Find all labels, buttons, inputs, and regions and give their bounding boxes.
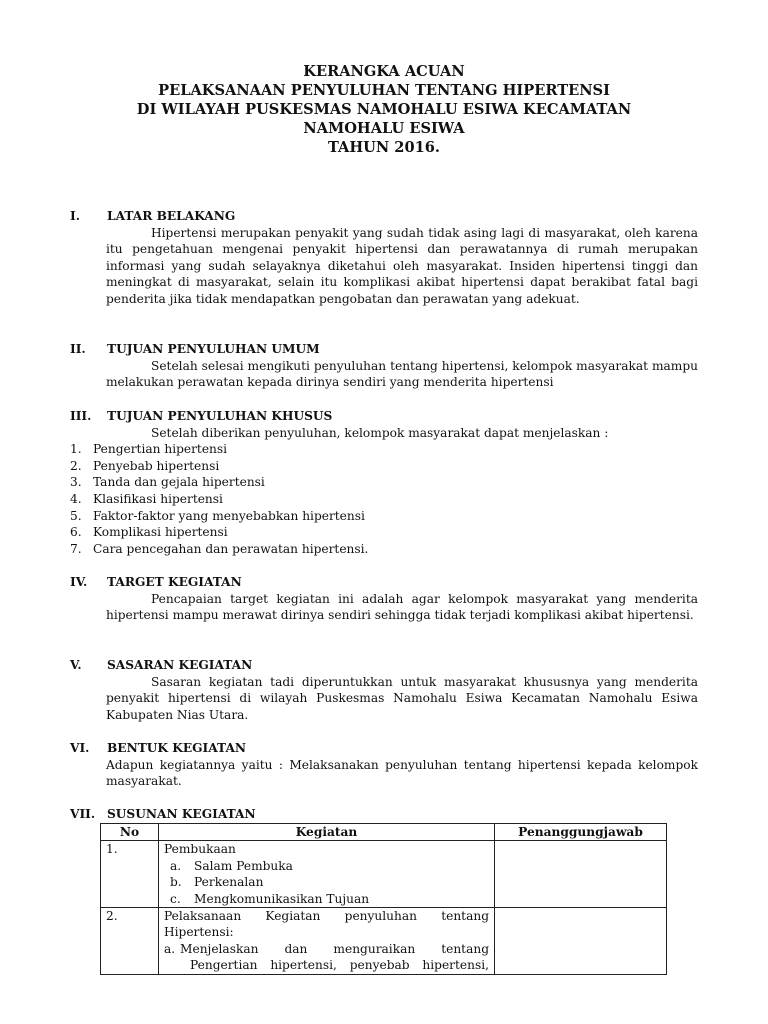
sub-text: Mengkomunikasikan Tujuan xyxy=(194,891,370,906)
list-text: Klasifikasi hipertensi xyxy=(93,491,223,506)
sub-item xyxy=(164,941,489,974)
section-heading xyxy=(70,806,698,823)
sub-text: Pengertian hipertensi, penyebab hipertensi, xyxy=(190,958,489,973)
section-bentuk-kegiatan xyxy=(70,740,698,790)
paragraph: Adapun kegiatannya yaitu : Melaksanakan penyuluhan tentang hipertensi kepada kelompok masyarakat. xyxy=(106,757,698,789)
section-body xyxy=(106,425,698,442)
title-line: TAHUN 2016. xyxy=(327,139,441,156)
section-heading xyxy=(70,341,698,358)
section-susunan-kegiatan xyxy=(70,806,698,823)
list-number: 7. xyxy=(70,541,82,556)
section-title: TUJUAN PENYULUHAN KHUSUS xyxy=(107,409,333,423)
title-line: DI WILAYAH PUSKESMAS NAMOHALU ESIWA KECAMATAN xyxy=(136,101,632,118)
list-item xyxy=(34,474,698,491)
section-latar-belakang xyxy=(70,208,698,308)
paragraph: Sasaran kegiatan tadi diperuntukkan untuk masyarakat khususnya yang menderita penyakit hipertensi di wilayah Puskesmas Namohalu Esiwa Kecamatan Namohalu Esiwa Kabupaten Nias Utara. xyxy=(106,674,698,722)
section-sasaran-kegiatan xyxy=(70,657,698,723)
paragraph: Setelah diberikan penyuluhan, kelompok masyarakat dapat menjelaskan : xyxy=(151,425,609,440)
section-heading xyxy=(70,208,698,225)
section-heading xyxy=(70,574,698,591)
sub-letter: c. xyxy=(170,891,181,906)
section-body xyxy=(106,225,698,308)
section-title: TARGET KEGIATAN xyxy=(107,575,242,589)
section-target-kegiatan xyxy=(70,574,698,624)
title-line: KERANGKA ACUAN xyxy=(303,63,465,80)
section-title: BENTUK KEGIATAN xyxy=(107,741,247,755)
list-text: Penyebab hipertensi xyxy=(93,458,220,473)
activity-line: Hipertensi: xyxy=(164,925,234,940)
section-number: I. xyxy=(70,209,80,223)
column-header-penanggungjawab: Penanggungjawab xyxy=(495,824,667,841)
sub-item xyxy=(164,858,489,874)
paragraph: Setelah selesai mengikuti penyuluhan tentang hipertensi, kelompok masyarakat mampu melakukan perawatan kepada dirinya sendiri yang menderita hipertensi xyxy=(106,358,698,390)
sub-text: Perkenalan xyxy=(194,875,264,890)
list-number: 4. xyxy=(70,491,82,506)
list-number: 2. xyxy=(70,458,82,473)
section-heading xyxy=(70,657,698,674)
cell-no: 2. xyxy=(101,908,159,975)
section-number: VI. xyxy=(70,741,90,755)
section-body xyxy=(106,674,698,724)
list-item xyxy=(34,441,698,458)
column-header-kegiatan: Kegiatan xyxy=(159,824,495,841)
list-item xyxy=(34,541,698,558)
activity-line: Pelaksanaan Kegiatan penyuluhan tentang xyxy=(164,909,489,924)
section-number: III. xyxy=(70,409,92,423)
list-item xyxy=(34,524,698,541)
list-text: Faktor-faktor yang menyebabkan hipertensi xyxy=(93,508,365,523)
cell-no: 1. xyxy=(101,841,159,908)
list-number: 3. xyxy=(70,475,82,490)
section-number: II. xyxy=(70,342,86,356)
list-item xyxy=(34,458,698,475)
cell-kegiatan xyxy=(159,908,495,975)
section-heading xyxy=(70,408,698,425)
table-row xyxy=(101,841,667,908)
cell-kegiatan xyxy=(159,841,495,908)
title-line: NAMOHALU ESIWA xyxy=(303,120,465,137)
table-header-row xyxy=(101,824,667,841)
section-number: IV. xyxy=(70,575,88,589)
list-text: Tanda dan gejala hipertensi xyxy=(93,475,265,490)
list-item xyxy=(34,508,698,525)
section-body xyxy=(106,757,698,790)
paragraph: Hipertensi merupakan penyakit yang sudah tidak asing lagi di masyarakat, oleh karena itu pengetahuan mengenai penyakit hipertensi dan perawatannya di rumah merupakan informasi yang sudah selayaknya diketahui oleh masyarakat. Insiden hipertensi tinggi dan meningkat di masyarakat, selain itu komplikasi akibat hipertensi dapat berakibat fatal bagi penderita jika tidak mendapatkan pengobatan dan perawatan yang adekuat. xyxy=(106,225,698,306)
list-number: 6. xyxy=(70,525,82,540)
list-text: Komplikasi hipertensi xyxy=(93,525,228,540)
section-number: V. xyxy=(70,658,82,672)
title-line: PELAKSANAAN PENYULUHAN TENTANG HIPERTENSI xyxy=(158,82,610,99)
list-number: 1. xyxy=(70,442,82,457)
column-header-no: No xyxy=(101,824,159,841)
cell-penanggungjawab xyxy=(495,908,667,975)
section-title: SASARAN KEGIATAN xyxy=(107,658,253,672)
section-tujuan-umum xyxy=(70,341,698,391)
sub-text: Salam Pembuka xyxy=(194,858,293,873)
table-row xyxy=(101,908,667,975)
sub-letter: a. xyxy=(164,941,176,956)
section-title: SUSUNAN KEGIATAN xyxy=(107,807,256,821)
sub-item xyxy=(164,891,489,907)
document-title xyxy=(100,62,668,157)
list-text: Cara pencegahan dan perawatan hipertensi. xyxy=(93,541,369,556)
section-number: VII. xyxy=(70,807,96,821)
list-text: Pengertian hipertensi xyxy=(93,442,228,457)
section-tujuan-khusus xyxy=(70,408,698,557)
list-item xyxy=(34,491,698,508)
activity-title: Pembukaan xyxy=(164,842,236,857)
cell-penanggungjawab xyxy=(495,841,667,908)
section-body xyxy=(106,591,698,624)
schedule-table xyxy=(100,823,667,975)
sub-item xyxy=(164,874,489,890)
section-heading xyxy=(70,740,698,757)
paragraph: Pencapaian target kegiatan ini adalah agar kelompok masyarakat yang menderita hipertensi mampu merawat dirinya sendiri sehingga tidak terjadi komplikasi akibat hipertensi. xyxy=(106,591,698,623)
sub-letter: b. xyxy=(170,875,182,890)
section-body xyxy=(106,358,698,391)
section-title: LATAR BELAKANG xyxy=(107,209,236,223)
list-number: 5. xyxy=(70,508,82,523)
sub-text: Menjelaskan dan menguraikan tentang xyxy=(180,941,489,956)
sub-letter: a. xyxy=(170,858,182,873)
section-title: TUJUAN PENYULUHAN UMUM xyxy=(107,342,320,356)
objective-list xyxy=(34,441,698,557)
